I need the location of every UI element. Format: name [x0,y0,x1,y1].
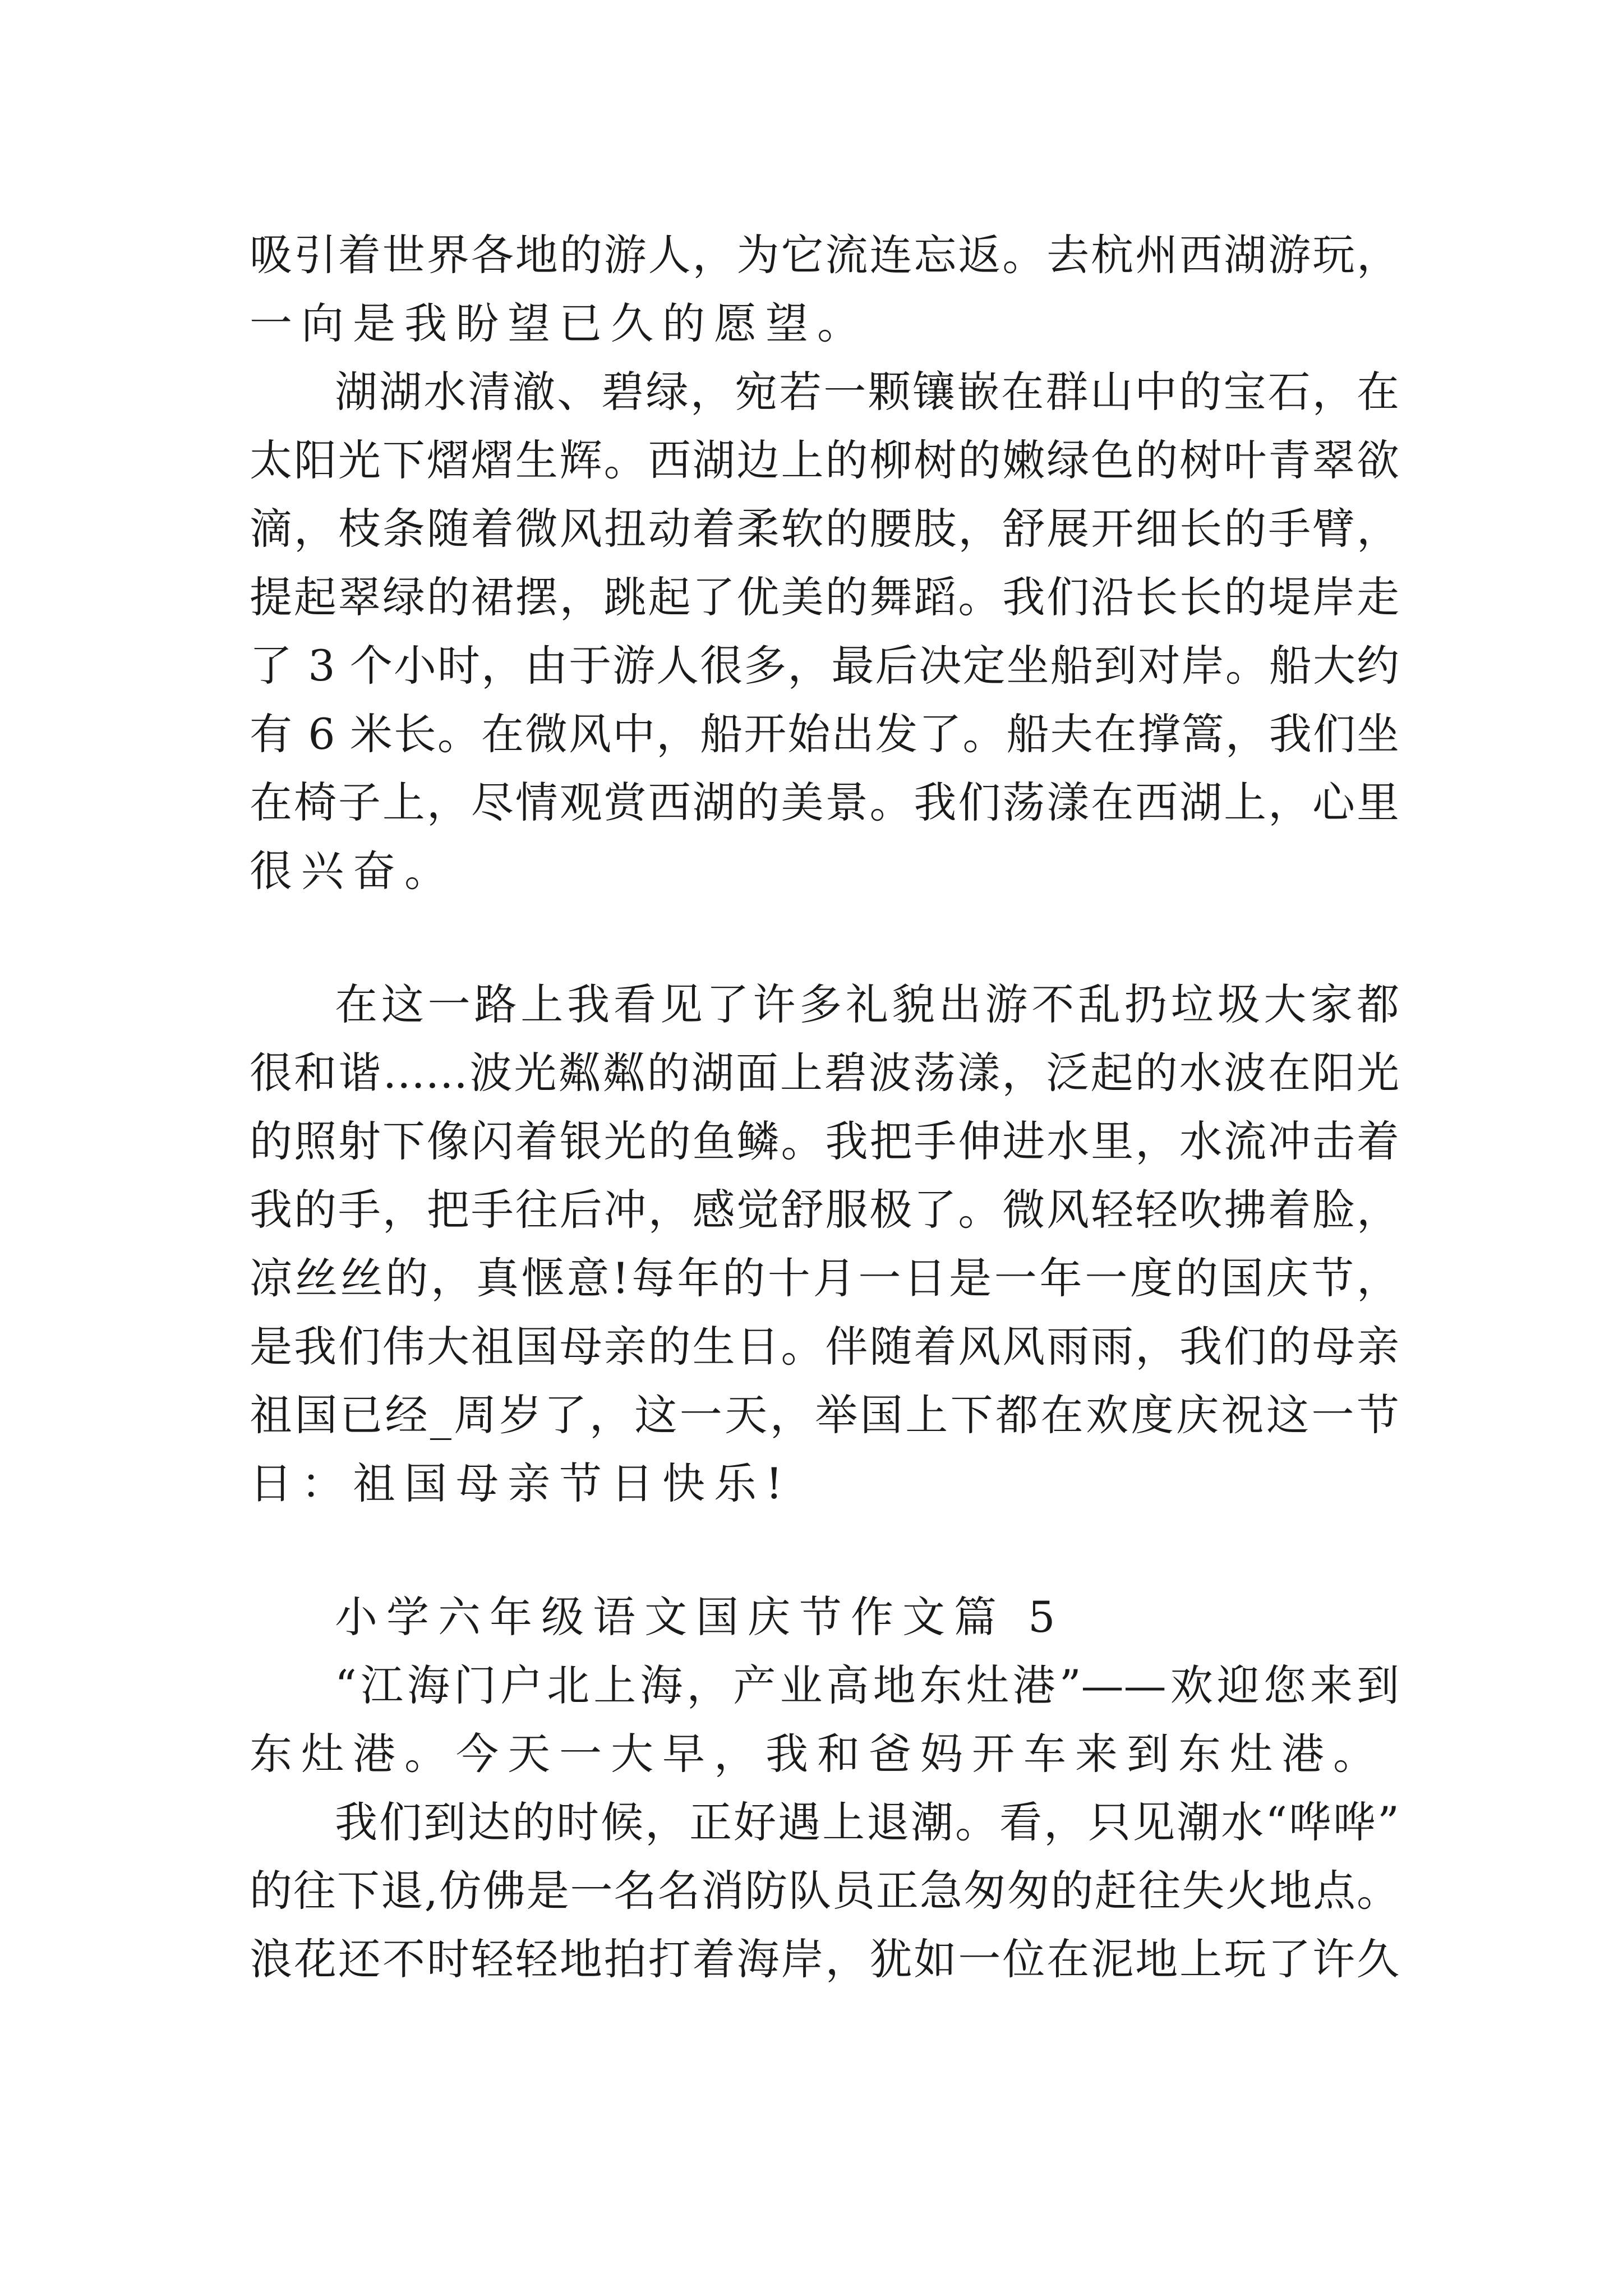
text-line: 很兴奋。 [250,846,456,896]
text-line: 凉丝丝的，真惬意!每年的十月一日是一年一度的国庆节， [250,1253,1399,1303]
text-line: 祖国已经_周岁了，这一天，举国上下都在欢度庆祝这一节 [250,1390,1399,1440]
text-line: 日：祖国母亲节日快乐! [250,1458,792,1508]
text-line: “江海门户北上海，产业高地东灶港”——欢迎您来到 [335,1660,1399,1710]
text-line: 很和谐……波光粼粼的湖面上碧波荡漾，泛起的水波在阳光 [250,1048,1399,1098]
text-line: 东灶港。今天一大早，我和爸妈开车来到东灶港。 [250,1729,1385,1779]
text-line: 我们到达的时候，正好遇上退潮。看，只见潮水“哗哗” [335,1797,1399,1847]
text-line: 太阳光下熠熠生辉。西湖边上的柳树的嫩绿色的树叶青翠欲 [250,435,1399,485]
text-line: 吸引着世界各地的游人，为它流连忘返。去杭州西湖游玩， [250,230,1399,280]
text-line: 湖湖水清澈、碧绿，宛若一颗镶嵌在群山中的宝石，在 [335,367,1399,417]
text-line: 是我们伟大祖国母亲的生日。伴随着风风雨雨，我们的母亲 [250,1322,1399,1372]
text-line: 有 6 米长。在微风中，船开始出发了。船夫在撑篙，我们坐 [250,709,1399,759]
section-heading: 小学六年级语文国庆节作文篇 5 [335,1592,1064,1642]
text-line: 滴，枝条随着微风扭动着柔软的腰肢，舒展开细长的手臂， [250,504,1399,554]
text-line: 浪花还不时轻轻地拍打着海岸，犹如一位在泥地上玩了许久 [250,1934,1399,1984]
text-line: 我的手，把手往后冲，感觉舒服极了。微风轻轻吹拂着脸， [250,1185,1399,1235]
text-line: 了 3 个小时，由于游人很多，最后决定坐船到对岸。船大约 [250,641,1399,691]
text-line: 的往下退,仿佛是一名名消防队员正急匆匆的赶往失火地点。 [250,1866,1399,1916]
text-line: 在这一路上我看见了许多礼貌出游不乱扔垃圾大家都 [335,979,1399,1029]
text-line: 的照射下像闪着银光的鱼鳞。我把手伸进水里，水流冲击着 [250,1116,1399,1166]
text-line: 在椅子上，尽情观赏西湖的美景。我们荡漾在西湖上，心里 [250,777,1399,827]
text-line: 一向是我盼望已久的愿望。 [250,298,869,348]
text-line: 提起翠绿的裙摆，跳起了优美的舞蹈。我们沿长长的堤岸走 [250,572,1399,622]
